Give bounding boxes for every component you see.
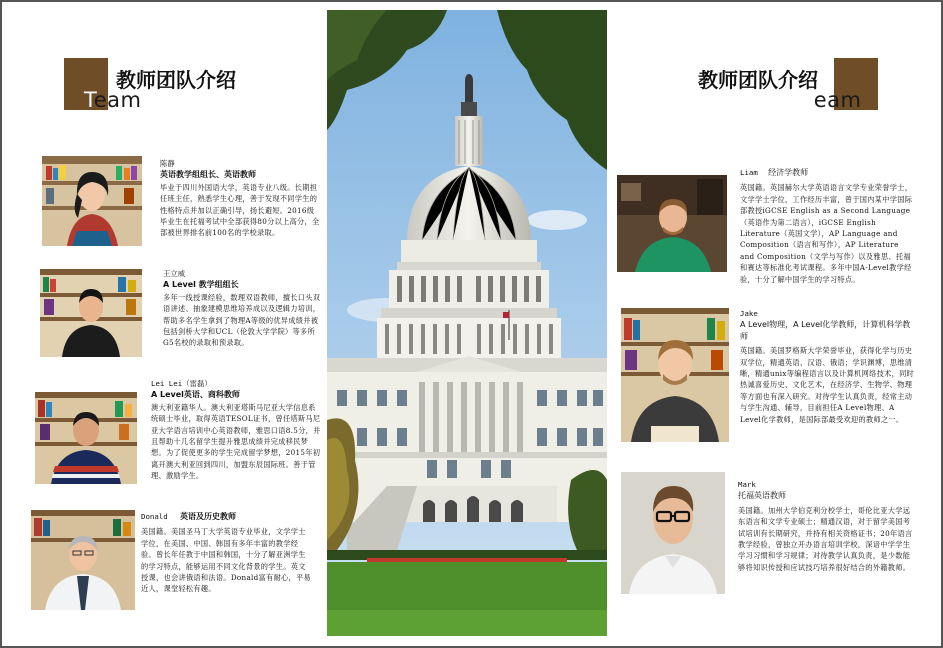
teacher-bio: 美国籍。美国圣马丁大学英语专业毕业，文学学士学位，在美国、中国、韩国有多年丰富的教学经验。曾长年任教于中国和韩国，十分了解亚洲学生的学习特点，能够运用不同文化背景的学生。英文授课，也会讲俄语和法语。Donald富有耐心，平易近人，课堂轻松有趣。 [141, 527, 311, 594]
teacher-card-jake [740, 308, 915, 425]
teacher-bio: 美国籍。加州大学伯克利分校学士，哥伦比亚大学远东语言和文学专业硕士；精通汉语，对于留学美国考试培训有长期研究，并持有相关资格证书；20年语言教学经验，曾独立开办语言培训学校，深谙中学学生学习习惯和学习规律；对待教学认真负责，是少数能够将知识传授和应试技巧培养很好结合的外籍教师。 [738, 505, 913, 572]
team-label-first: T [804, 88, 814, 112]
capitol-photo [327, 10, 607, 636]
teacher-card-liam [740, 167, 915, 285]
section-title: 教师团队介绍 [116, 68, 236, 92]
team-label [84, 88, 142, 112]
team-label-first: T [84, 88, 94, 112]
header-left [64, 58, 264, 114]
teacher-name: 陈静 [160, 159, 175, 168]
teacher-photo-liam [617, 175, 727, 272]
section-title: 教师团队介绍 [698, 68, 818, 92]
teacher-name: Donald [141, 512, 168, 521]
teacher-role: 托福英语教师 [738, 491, 786, 501]
teacher-role: 英语及历史教师 [180, 512, 236, 521]
teacher-name: Liam [740, 168, 758, 177]
teacher-role: 英语教学组组长、英语教师 [160, 170, 256, 180]
teacher-role: 经济学教师 [768, 168, 809, 177]
teacher-bio: 多年一线授课经验，数理双语教师，擅长口头双语讲述、抽象建模思维培养成以及逻辑力培训，帮助多名学生拿到了物理A等级的优异成绩并被包括剑桥大学和UCL（伦敦大学学院）等多所G5名校的录取和预录取。 [163, 292, 321, 348]
teacher-card-chen-jing [160, 158, 320, 239]
teacher-card-mark [738, 479, 916, 573]
header-right [696, 58, 886, 114]
teacher-role: A Level 教学组组长 [163, 280, 239, 290]
teacher-bio: 英国籍。美国罗格斯大学荣誉毕业，获得化学与历史双学位，精通英语、汉语、俄语；学识渊博，思维清晰，精通unix等编程语言以及计算机网络技术，同时热诚喜爱历史、文化艺术，在经济学、生物学、物理等方面也有深入研究。对待学生认真负责，经常主动与学生沟通、辅导，目前担任A Level物理、A Level化学教师，是国际部最受欢迎的教师之一。 [740, 346, 915, 424]
teacher-photo-chen-jing [42, 156, 142, 246]
teacher-role: A Level物理，A Level化学教师，计算机科学教师 [740, 320, 911, 341]
teacher-card-lei-lei [151, 378, 323, 482]
teacher-bio: 英国籍。英国赫尔大学英语语言文学专业荣誉学士，文学学士学位，工作经历丰富，曾于国内某中学国际部教授iGCSE English as a Second Language（英语作为第二语言），iGCSE English Literature（英国文学），AP Language and Composition（语言和写作），AP Literature and Composition（文学与写作）以及雅思、托福和赛达等标准化考试课程。多年中国A-Level教学经验，十分了解中国学生的学习特点。 [740, 183, 913, 284]
teacher-name: 王立威 [163, 269, 186, 278]
team-label [804, 88, 862, 112]
teacher-photo-wang-liwei [40, 269, 142, 357]
teacher-photo-mark [621, 472, 725, 594]
teacher-name: Lei Lei（雷磊） [151, 379, 212, 388]
teacher-card-wang-liwei [163, 268, 321, 349]
teacher-bio: 澳大利亚籍华人。澳大利亚塔斯马尼亚大学信息系统硕士毕业，取得英语TESOL证书，曾任塔斯马尼亚大学语言培训中心英语教师，雅思口语8.5分，并且帮助十几名留学生提升雅思成绩并完成移民梦想。为了促使更多的学生完成留学梦想，2015年初离开澳大利亚回到四川，加盟东辰国际班。善于管理、激励学生。 [151, 402, 321, 481]
teacher-role: A Level英语、商科教师 [151, 390, 240, 400]
teacher-bio: 毕业于四川外国语大学，英语专业八级。长期担任班主任，熟悉学生心理，善于发现不同学生的性格特点并加以正确引导，扬长避短。2016级毕业生在托福考试中全部获得80分以上高分，全部被世界排名前100名的学校录取。 [160, 182, 320, 238]
team-label-rest: eam [93, 88, 142, 112]
teacher-name: Mark [738, 480, 756, 489]
teacher-name: Jake [740, 309, 758, 318]
teacher-card-donald [141, 511, 313, 595]
teacher-photo-donald [31, 510, 135, 610]
teacher-photo-lei-lei [35, 392, 137, 484]
teacher-photo-jake [621, 308, 729, 442]
team-label-rest: eam [813, 88, 862, 112]
